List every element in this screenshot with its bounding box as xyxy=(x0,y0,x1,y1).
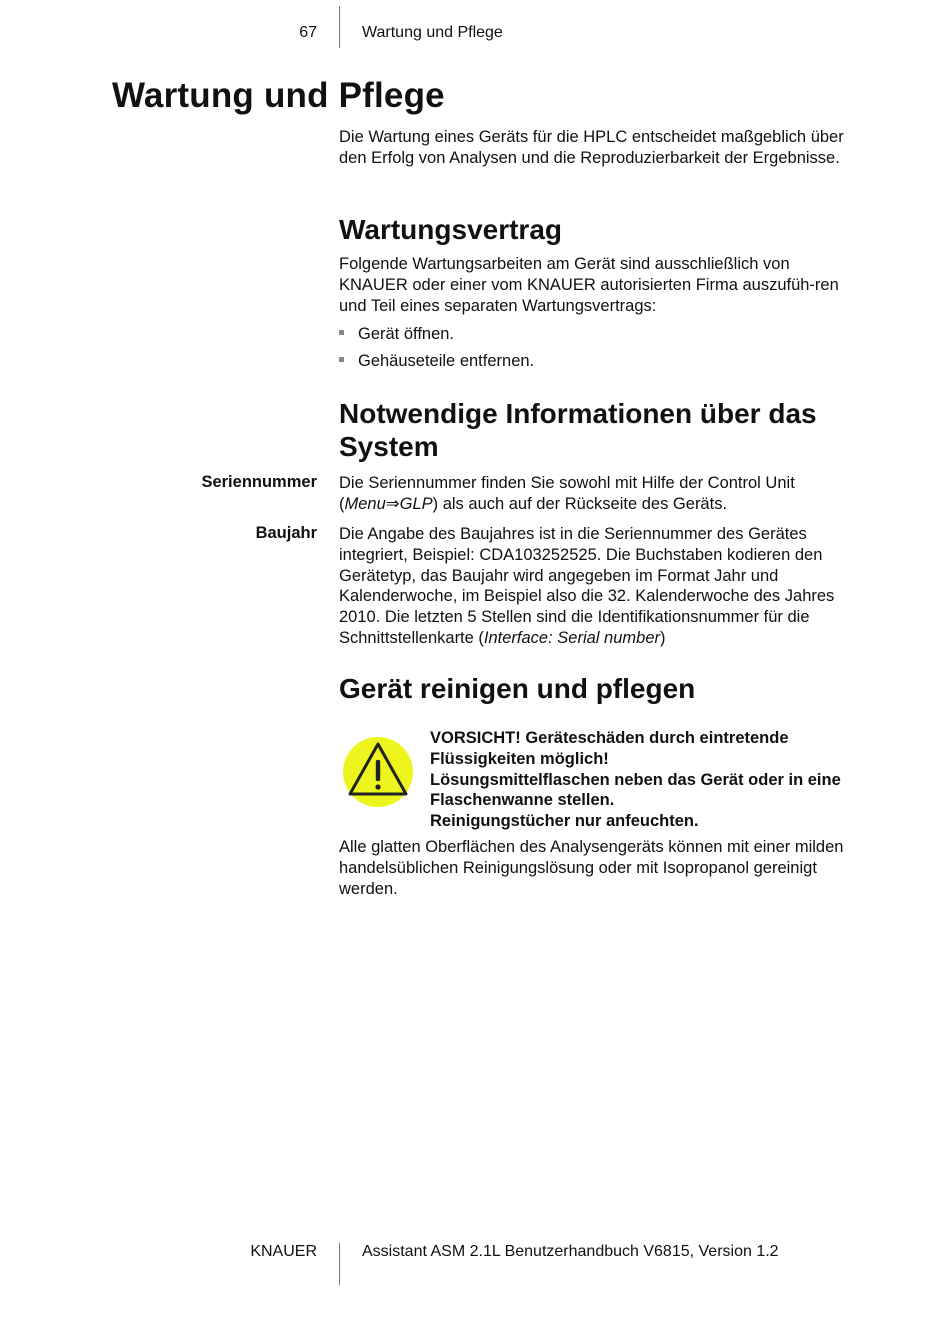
warning-instruction: Lösungsmittelflaschen neben das Gerät oder in eine Flaschenwanne stellen. xyxy=(430,770,841,810)
footer-brand: KNAUER xyxy=(250,1243,317,1260)
year-text: Die Angabe des Baujahres ist in die Seriennummer des Gerätes integriert, Beispiel: CDA103252525. Die Buchstaben kodieren den Gerätetyp, das Baujahr wird angegeben im Format Jahr und Kalenderwoche, im Beispiel also die 32. Kalenderwoche des Jahres 2010. Die letzten 5 Stellen sind die Identifikationsnummer für die Schnittstellenkarte ( xyxy=(339,525,835,647)
year-text-close: ) xyxy=(660,628,666,647)
list-item xyxy=(339,352,534,371)
side-label-baujahr: Baujahr xyxy=(255,524,317,542)
list-item-text: Gerät öffnen. xyxy=(358,325,455,343)
footer-document-title: Assistant ASM 2.1L Benutzerhandbuch V6815, Version 1.2 xyxy=(362,1243,779,1260)
warning-triangle-icon xyxy=(342,736,414,808)
footer-divider xyxy=(339,1243,340,1285)
header-section-title: Wartung und Pflege xyxy=(362,24,503,41)
arrow-icon: ⇒ xyxy=(385,494,400,513)
bullet-marker xyxy=(339,357,344,362)
serial-text-end: ) als auch auf der Rückseite des Geräts. xyxy=(432,494,728,513)
list-item xyxy=(339,325,454,344)
warning-instruction: Reinigungstücher nur anfeuchten. xyxy=(430,812,699,831)
year-paragraph xyxy=(339,524,844,649)
intro-paragraph: Die Wartung eines Geräts für die HPLC entscheidet maßgeblich über den Erfolg von Analysen und die Reproduzierbarkeit der Ergebnisse. xyxy=(339,128,844,167)
heading-wartungsvertrag: Wartungsvertrag xyxy=(339,214,563,245)
warning-text xyxy=(430,728,850,832)
heading-cleaning: Gerät reinigen und pflegen xyxy=(339,673,696,704)
warning-title: VORSICHT! Geräteschäden durch eintretende Flüssigkeiten möglich! xyxy=(430,729,789,768)
header-divider xyxy=(339,6,340,48)
page-title: Wartung und Pflege xyxy=(112,76,445,115)
side-label-seriennummer: Seriennummer xyxy=(201,473,317,491)
page-number: 67 xyxy=(299,24,317,41)
menu-term: Menu xyxy=(344,494,386,513)
cleaning-paragraph: Alle glatten Oberflächen des Analysengeräts können mit einer milden handelsüblichen Reinigungslösung oder mit Isopropanol gereinigt werden. xyxy=(339,838,844,898)
serial-text-start: Die Seriennummer finden Sie sowohl mit Hilfe der Control Unit ( xyxy=(339,474,795,513)
interface-term: Interface: Serial number xyxy=(483,628,660,647)
contract-paragraph: Folgende Wartungsarbeiten am Gerät sind ausschließlich von KNAUER oder einer vom KNAUER autorisierten Firma auszufüh-ren und Teil eines separaten Wartungsvertrags: xyxy=(339,255,839,315)
heading-system-info: Notwendige Informationen über das System xyxy=(339,398,817,462)
glp-term: GLP xyxy=(399,494,433,513)
list-item-text: Gehäuseteile entfernen. xyxy=(358,352,535,370)
bullet-marker xyxy=(339,330,344,335)
serial-paragraph xyxy=(339,473,844,515)
